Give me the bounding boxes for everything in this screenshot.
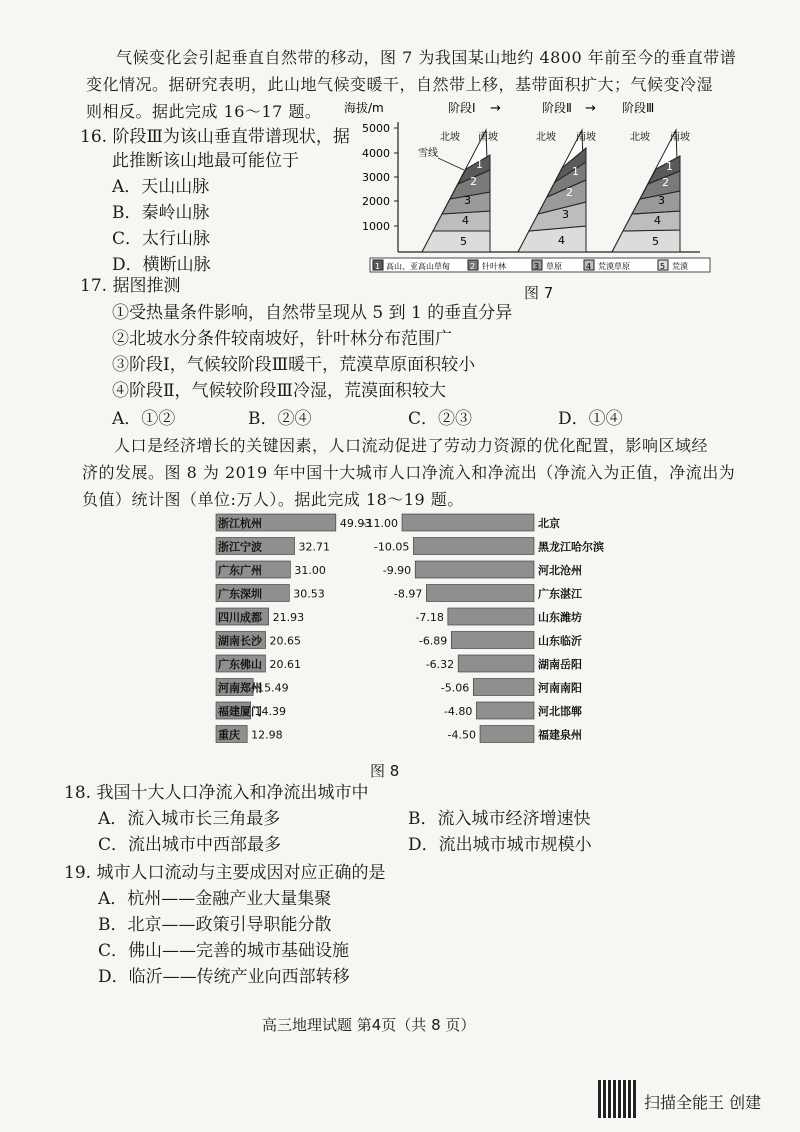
outflow-bar-1 [402, 514, 534, 531]
intro2-line3: 负值）统计图（单位:万人）。据此完成 18～19 题。 [82, 490, 464, 509]
outflow-city-label-10: 福建泉州 [538, 728, 582, 742]
fig8-caption: 图 8 [370, 762, 400, 780]
q19-option-d: D．临沂——传统产业向西部转移 [98, 967, 350, 987]
outflow-value-label-10: -4.50 [447, 728, 476, 742]
fig7-south-label-3: 南坡 [670, 132, 690, 143]
outflow-bar-8 [473, 679, 534, 696]
fig7-ytick-5000: 5000 [362, 122, 390, 135]
svg-text:1: 1 [572, 165, 579, 178]
figure-7-svg [340, 100, 720, 295]
outflow-city-label-3: 河北沧州 [538, 564, 582, 577]
q17-item-4: ④阶段Ⅱ，气候较阶段Ⅲ冷湿，荒漠面积较大 [112, 381, 446, 401]
svg-text:3: 3 [534, 262, 540, 271]
svg-text:2: 2 [470, 262, 476, 271]
fig7-legend [370, 258, 710, 272]
outflow-value-label-8: -5.06 [440, 681, 470, 695]
fig7-m1-zone-5 [422, 231, 490, 252]
fig7-north-label-2: 北坡 [536, 132, 556, 143]
q17-stem: 17. 据图推测 [80, 276, 181, 296]
intro1-line1: 气候变化会引起垂直自然带的移动，图 7 为我国某山地约 4800 年前至今的垂直带谱 [116, 48, 737, 67]
q18-option-a: A．流入城市长三角最多 [98, 809, 281, 829]
outflow-city-label-7: 湖南岳阳 [538, 658, 582, 671]
outflow-city-label-2: 黑龙江哈尔滨 [538, 540, 604, 554]
svg-text:1: 1 [375, 262, 381, 271]
inflow-value-label-10: 12.98 [251, 728, 283, 742]
svg-text:4: 4 [654, 214, 661, 227]
figure-8 [160, 508, 620, 748]
fig7-mountain-1 [418, 130, 498, 252]
inflow-city-label-1: 浙江杭州 [218, 517, 262, 530]
svg-text:2: 2 [662, 176, 669, 189]
outflow-bar-5 [448, 608, 534, 625]
fig7-ytick-1000: 1000 [362, 220, 390, 233]
fig7-m3-zone-5 [612, 230, 680, 252]
fig7-ytick-4000: 4000 [362, 147, 390, 160]
q16-option-a: A．天山山脉 [112, 177, 210, 197]
figure-7 [340, 100, 720, 295]
outflow-bar-3 [415, 561, 534, 578]
fig7-arrow-1: → [490, 101, 501, 116]
outflow-value-label-5: -7.18 [415, 611, 444, 624]
q17-option-d: D．①④ [558, 409, 623, 429]
outflow-city-label-5: 山东潍坊 [538, 611, 582, 624]
outflow-value-label-6: -6.89 [418, 634, 448, 648]
inflow-value-label-7: 20.61 [269, 658, 301, 671]
outflow-city-label-9: 河北邯郸 [538, 705, 582, 718]
q17-option-a: A．①② [112, 409, 176, 429]
q19-stem: 19. 城市人口流动与主要成因对应正确的是 [64, 863, 386, 883]
inflow-value-label-8: 15.49 [257, 681, 289, 695]
outflow-value-label-2: -10.05 [373, 540, 410, 554]
fig7-arrow-2: → [585, 101, 596, 116]
svg-text:5: 5 [460, 235, 467, 248]
q19-option-b: B．北京——政策引导职能分散 [98, 915, 332, 935]
outflow-bar-10 [480, 726, 534, 743]
q18-option-d: D．流出城市城市规模小 [408, 835, 592, 855]
intro1-line3: 则相反。据此完成 16～17 题。 [86, 102, 322, 121]
inflow-value-label-1: 49.93 [339, 517, 372, 530]
q16-stem-cont: 此推断该山地最可能位于 [112, 151, 299, 171]
svg-text:4: 4 [558, 234, 565, 247]
svg-text:1: 1 [666, 160, 673, 173]
svg-text:3: 3 [562, 208, 569, 221]
outflow-bar-6 [451, 632, 534, 649]
q19-option-a: A．杭州——金融产业大量集聚 [98, 889, 332, 909]
fig7-legend-1: 高山、亚高山草甸 [386, 262, 450, 271]
inflow-city-label-8: 河南郑州 [218, 681, 262, 695]
outflow-value-label-3: -9.90 [382, 564, 412, 577]
fig7-mountain-2 [518, 130, 596, 252]
svg-text:4: 4 [462, 214, 469, 227]
outflow-value-label-7: -6.32 [425, 658, 455, 671]
svg-text:2: 2 [470, 175, 477, 188]
inflow-city-label-3: 广东广州 [218, 564, 262, 577]
outflow-value-label-1: -11.00 [362, 517, 398, 530]
q17-option-c: C．②③ [408, 409, 473, 429]
svg-text:4: 4 [586, 262, 592, 271]
fig7-m2-zone-5 [518, 226, 586, 252]
q18-option-b: B．流入城市经济增速快 [408, 809, 591, 829]
inflow-value-label-5: 21.93 [272, 611, 305, 624]
fig7-ytick-3000: 3000 [362, 171, 390, 184]
q16-option-c: C．太行山脉 [112, 229, 211, 249]
fig7-south-label-2: 南坡 [576, 132, 596, 143]
fig7-north-label-3: 北坡 [630, 132, 650, 143]
q17-option-b: B．②④ [248, 409, 312, 429]
outflow-city-label-8: 河南南阳 [538, 681, 582, 695]
inflow-value-label-3: 31.00 [294, 564, 326, 577]
inflow-value-label-4: 30.53 [293, 587, 325, 601]
intro2-line1: 人口是经济增长的关键因素，人口流动促进了劳动力资源的优化配置，影响区域经 [114, 436, 709, 455]
svg-text:5: 5 [652, 235, 659, 248]
fig7-legend-3: 草原 [546, 262, 562, 271]
q17-item-1: ①受热量条件影响，自然带呈现从 5 到 1 的垂直分异 [112, 303, 513, 323]
q18-option-c: C．流出城市中西部最多 [98, 835, 282, 855]
inflow-city-label-5: 四川成都 [218, 611, 262, 624]
fig7-snowline-label: 雪线 [418, 148, 438, 159]
outflow-bar-4 [426, 585, 534, 602]
outflow-city-label-6: 山东临沂 [538, 634, 582, 648]
scanner-watermark: 扫描全能王 创建 [644, 1093, 762, 1112]
q16-option-b: B．秦岭山脉 [112, 203, 210, 223]
svg-text:1: 1 [476, 158, 483, 171]
fig7-caption: 图 7 [524, 284, 554, 302]
outflow-bar-9 [476, 702, 534, 719]
fig7-legend-2: 针叶林 [482, 262, 506, 271]
fig7-stage-3: 阶段Ⅲ [622, 101, 655, 115]
inflow-city-label-2: 浙江宁波 [218, 540, 262, 554]
q16-option-d: D．横断山脉 [112, 255, 211, 275]
outflow-city-label-1: 北京 [538, 517, 560, 530]
qr-code-icon [598, 1080, 636, 1118]
inflow-city-label-9: 福建厦门 [218, 705, 262, 718]
inflow-value-label-9: 14.39 [254, 705, 287, 718]
figure-8-svg [160, 508, 620, 748]
q18-stem: 18. 我国十大人口净流入和净流出城市中 [64, 783, 369, 803]
inflow-city-label-10: 重庆 [218, 728, 240, 742]
fig7-y-title: 海拔/m [344, 101, 384, 115]
inflow-city-label-6: 湖南长沙 [218, 634, 262, 648]
svg-text:2: 2 [566, 186, 573, 199]
q16-stem: 16. 阶段Ⅲ为该山垂直带谱现状，据 [80, 127, 350, 147]
inflow-city-label-7: 广东佛山 [218, 658, 262, 671]
fig7-stage-2: 阶段Ⅱ [542, 101, 572, 115]
fig7-stage-1: 阶段Ⅰ [448, 101, 476, 115]
fig7-legend-5: 荒漠 [672, 262, 688, 271]
q19-option-c: C．佛山——完善的城市基础设施 [98, 941, 350, 961]
outflow-city-label-4: 广东湛江 [538, 587, 582, 601]
fig7-legend-4: 荒漠草原 [598, 262, 630, 271]
intro1-line2: 变化情况。据研究表明，此山地气候变暖干，自然带上移，基带面积扩大；气候变冷湿 [86, 75, 714, 94]
inflow-value-label-2: 32.71 [298, 540, 331, 554]
fig7-north-label-1: 北坡 [440, 132, 460, 143]
fig7-mountain-3 [612, 130, 690, 252]
inflow-value-label-6: 20.65 [269, 634, 302, 648]
outflow-value-label-9: -4.80 [443, 705, 473, 718]
svg-text:3: 3 [658, 194, 665, 207]
outflow-bar-7 [458, 655, 534, 672]
svg-text:3: 3 [464, 194, 471, 207]
outflow-bar-2 [413, 538, 534, 555]
page-footer: 高三地理试题 第4页（共 8 页） [262, 1016, 476, 1034]
q17-item-2: ②北坡水分条件较南坡好，针叶林分布范围广 [112, 329, 452, 349]
intro2-line2: 济的发展。图 8 为 2019 年中国十大城市人口净流入和净流出（净流入为正值，净流出为 [82, 463, 736, 482]
q17-item-3: ③阶段Ⅰ，气候较阶段Ⅲ暖干，荒漠草原面积较小 [112, 355, 476, 375]
fig7-ytick-2000: 2000 [362, 195, 390, 208]
inflow-city-label-4: 广东深圳 [218, 587, 262, 601]
fig7-south-label-1: 南坡 [478, 132, 498, 143]
outflow-value-label-4: -8.97 [393, 587, 423, 601]
svg-text:5: 5 [660, 262, 666, 271]
